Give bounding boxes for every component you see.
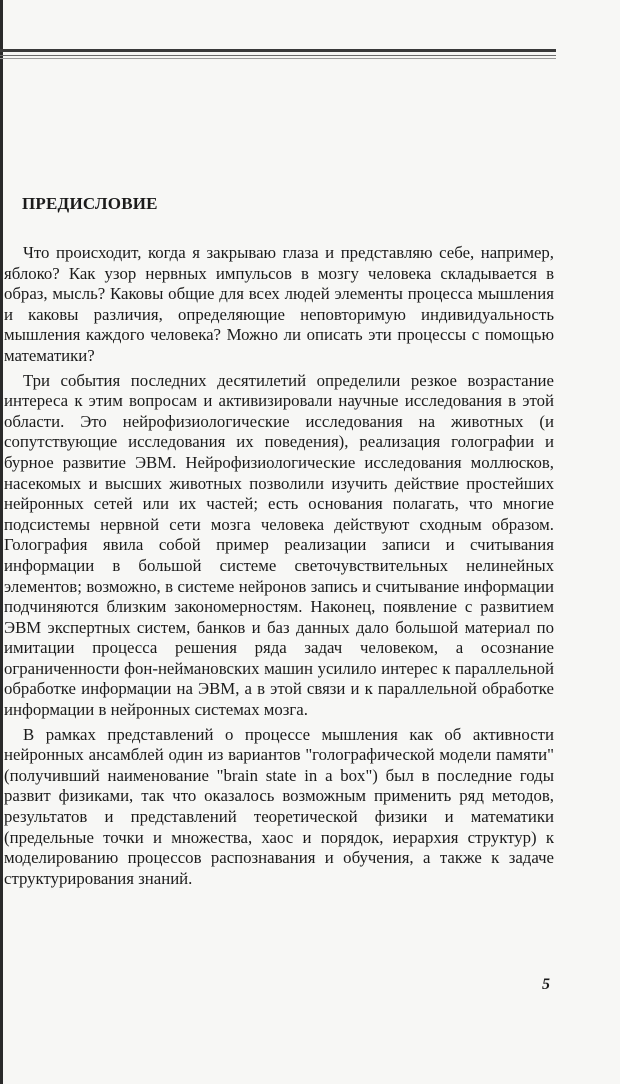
header-rule-thin bbox=[0, 55, 556, 56]
paragraph-1: Что происходит, когда я закрываю глаза и представляю себе, например, яблоко? Как узор нервных импульсов в мозгу человека складывается в образ, мысль? Каковы общие для всех людей элементы процесса мышления и каковы различия, определяющие неповторимую индивидуальность мышления каждого человека? Можно ли описать эти процессы с помощью математики? bbox=[4, 243, 554, 365]
page-number: 5 bbox=[542, 976, 550, 993]
header-rule-thick bbox=[0, 49, 556, 52]
body-text bbox=[4, 243, 554, 893]
page-edge bbox=[0, 0, 3, 1084]
paragraph-2: Три события последних десятилетий определили резкое возрастание интереса к этим вопросам и активизировали научные исследования в этой области. Это нейрофизиологические исследования на животных (и сопутствующие исследования их поведения), реализация голографии и бурное развитие ЭВМ. Нейрофизиологические исследования моллюсков, насекомых и высших животных позволили изучить действие простейших нейронных сетей или их частей; есть основания полагать, что многие подсистемы нервной сети мозга человека действуют сходным образом. Голография явила собой пример реализации записи и считывания информации в большой системе светочувствительных нелинейных элементов; возможно, в системе нейронов запись и считывание информации подчиняются близким закономерностям. Наконец, появление с развитием ЭВМ экспертных систем, банков и баз данных дало большой материал по имитации процесса решения ряда задач человеком, а осознание ограниченности фон-неймановских машин усилило интерес к параллельной обработке информации на ЭВМ, а в этой связи и к параллельной обработке информации в нейронных системах мозга. bbox=[4, 370, 554, 720]
header-rule-faint bbox=[0, 58, 556, 59]
paragraph-3: В рамках представлений о процессе мышления как об активности нейронных ансамблей один из вариантов "голографической модели памяти" (получивший наименование "brain state in a box") был в последние годы развит физиками, так что оказалось возможным применить ряд методов, результатов и представлений теоретической физики и математики (предельные точки и множества, хаос и порядок, иерархия структур) к моделированию процессов распознавания и обучения, а также к задаче структурирования знаний. bbox=[4, 724, 554, 888]
chapter-heading: ПРЕДИСЛОВИЕ bbox=[22, 194, 158, 213]
